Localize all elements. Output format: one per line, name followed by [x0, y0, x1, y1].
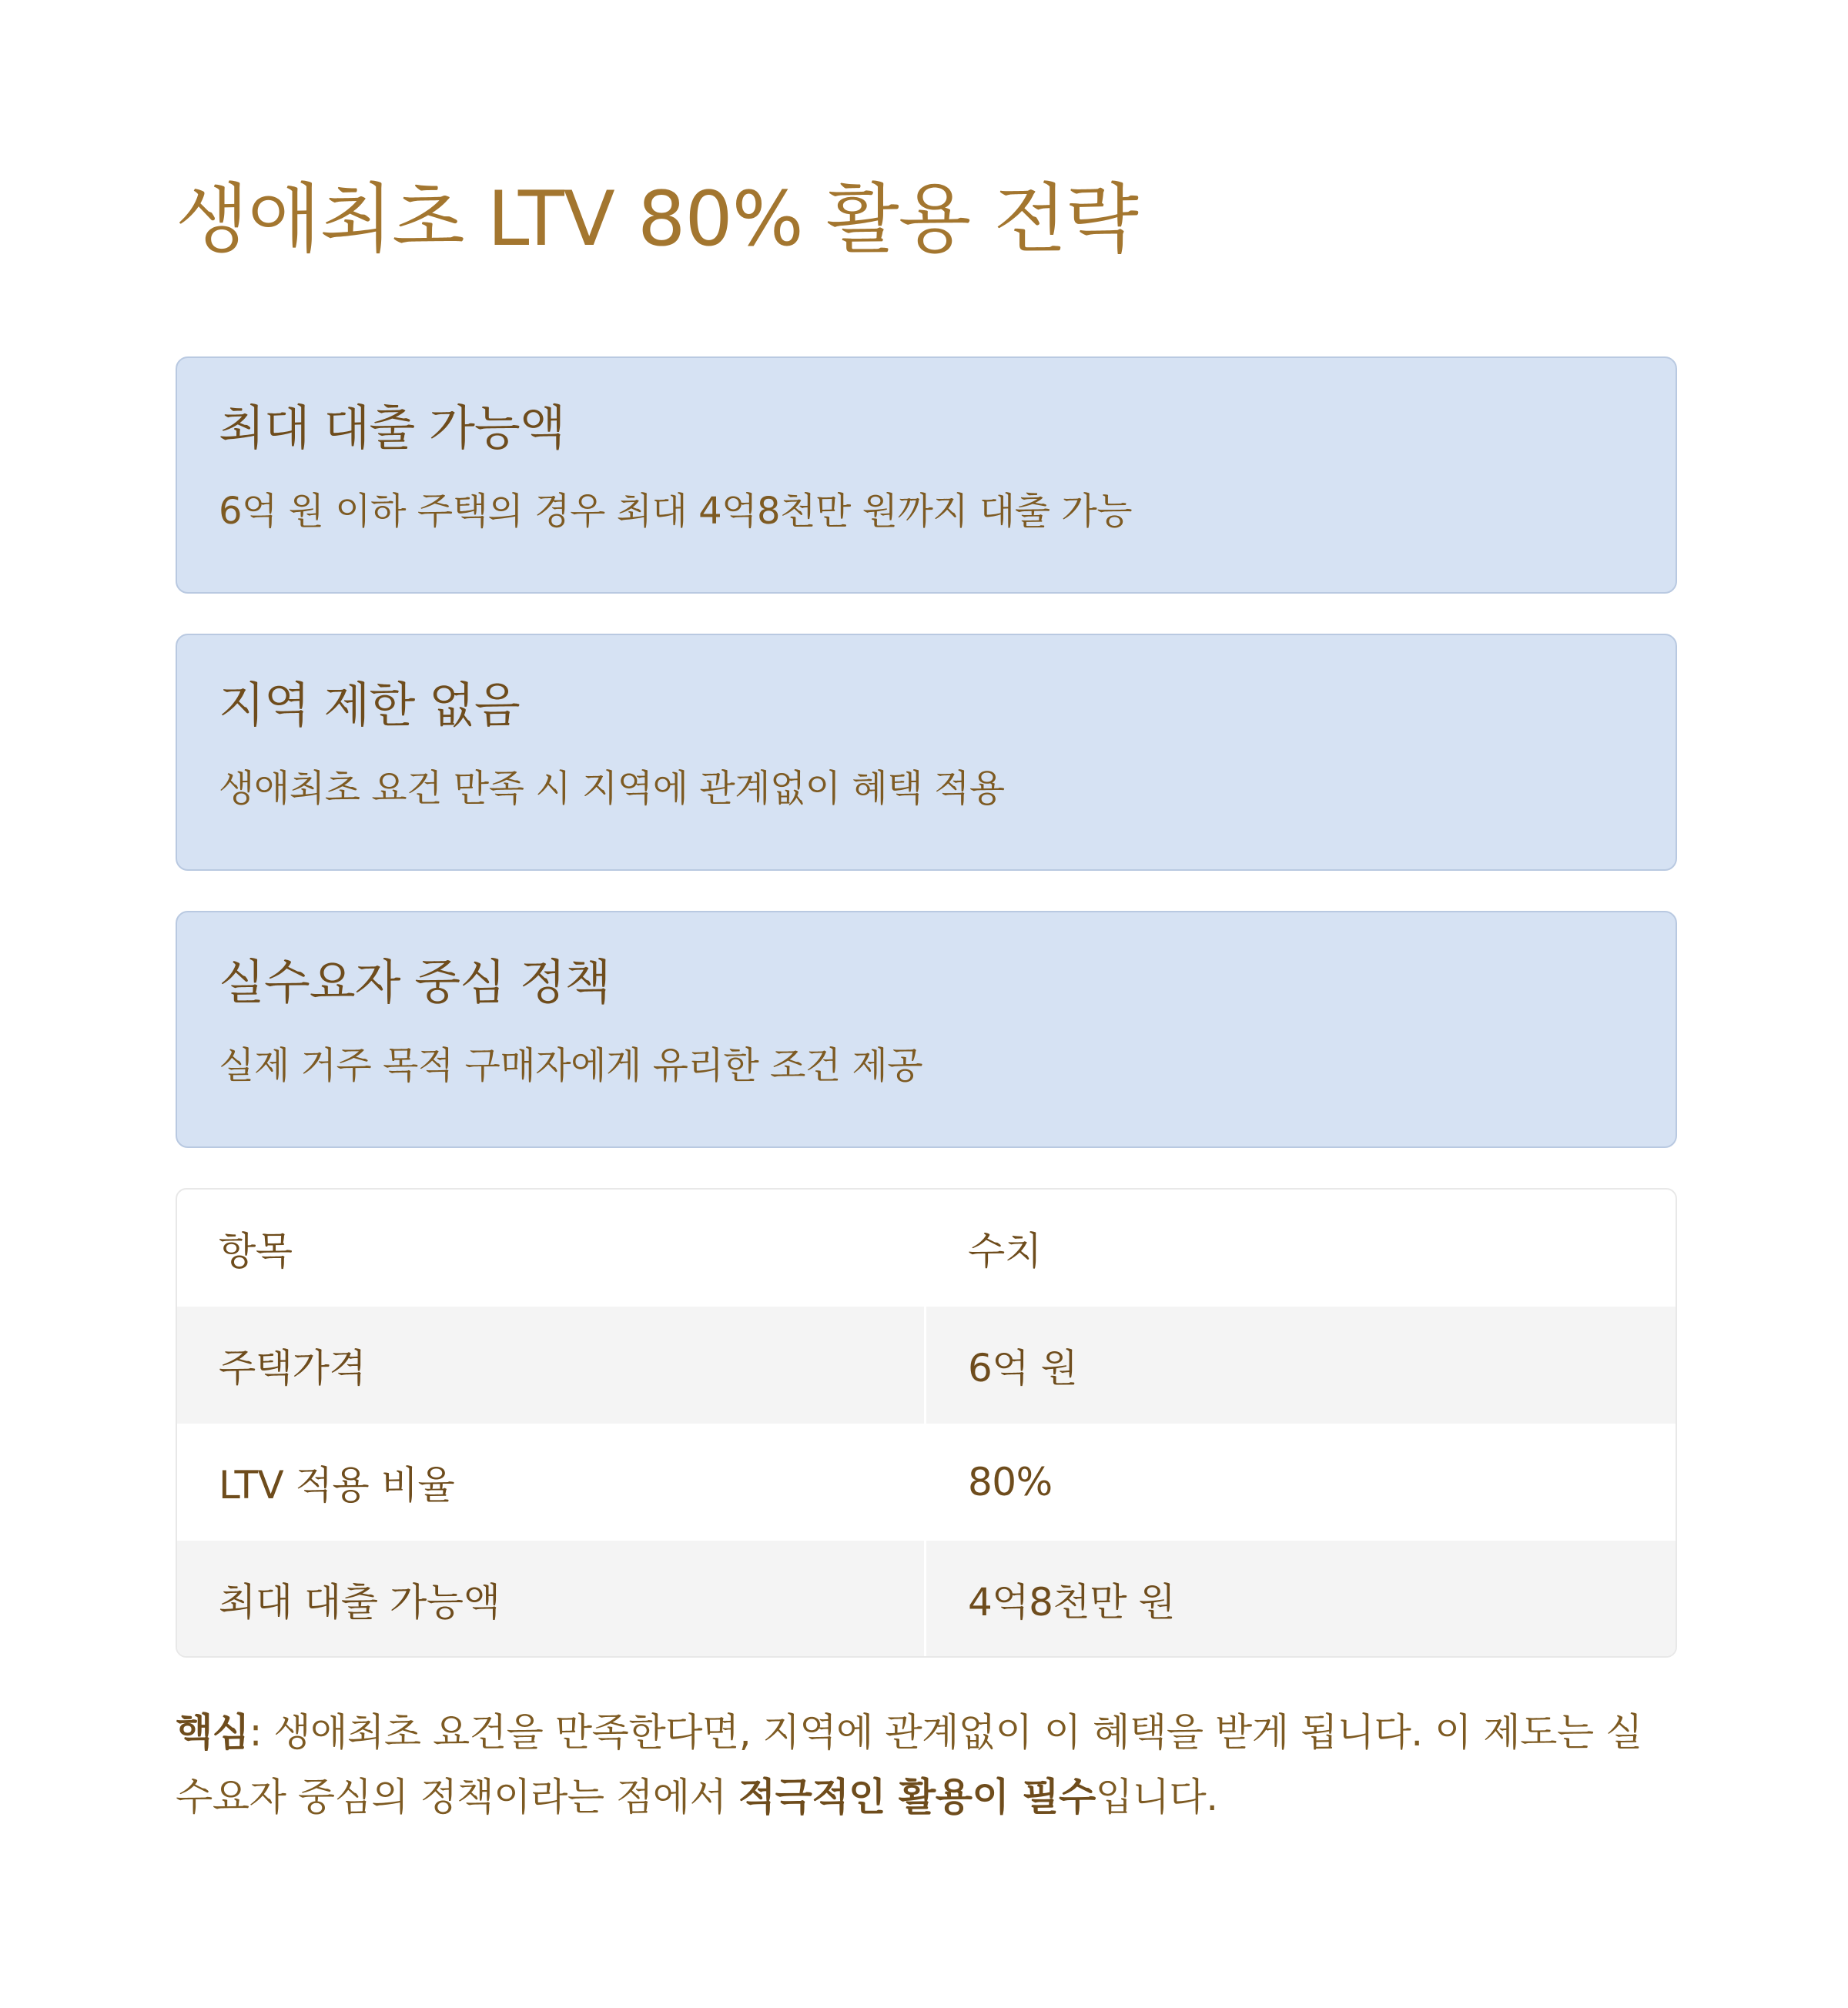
- page-title: 생애최초 LTV 80% 활용 전략: [176, 176, 1138, 263]
- table-cell-item: 최대 대출 가능액: [177, 1541, 926, 1658]
- table-header-item: 항목: [219, 1229, 293, 1273]
- card-text: 실제 거주 목적 구매자에게 유리한 조건 제공: [219, 1044, 923, 1087]
- card-title: 실수요자 중심 정책: [219, 954, 611, 1010]
- table-cell-item: LTV 적용 비율: [219, 1463, 455, 1508]
- card-text: 생애최초 요건 만족 시 지역에 관계없이 혜택 적용: [219, 767, 1005, 810]
- table-cell-value: 80%: [968, 1460, 1053, 1504]
- table-header-row: [177, 1190, 1676, 1307]
- card-no-region-limit: [176, 634, 1677, 871]
- table-row: [177, 1307, 1676, 1424]
- table-row: [177, 1424, 1676, 1541]
- note-text: : 생애최초 요건을 만족한다면, 지역에 관계없이 이 혜택을 받게 됩니다. 이 제도는 실수요자 중심의 정책이라는 점에서: [176, 1710, 1642, 1819]
- card-title: 지역 제한 없음: [219, 677, 520, 733]
- table-cell-value: 6억 원: [968, 1346, 1078, 1391]
- note-text-end: 입니다.: [1095, 1775, 1218, 1819]
- card-real-demand-policy: [176, 911, 1677, 1148]
- card-text: 6억 원 이하 주택의 경우 최대 4억8천만 원까지 대출 가능: [219, 490, 1133, 533]
- note-label: 핵심: [176, 1710, 249, 1755]
- summary-note: [176, 1700, 1677, 1829]
- table-header-value: 수치: [968, 1229, 1042, 1273]
- table-cell-item: 주택가격: [177, 1307, 926, 1424]
- data-table: [176, 1188, 1677, 1658]
- table-row: [177, 1541, 1676, 1658]
- card-max-loan: [176, 356, 1677, 594]
- note-emphasis: 적극적인 활용이 필수: [738, 1775, 1096, 1819]
- card-title: 최대 대출 가능액: [219, 400, 565, 456]
- table-cell-value: 4억8천만 원: [968, 1580, 1176, 1625]
